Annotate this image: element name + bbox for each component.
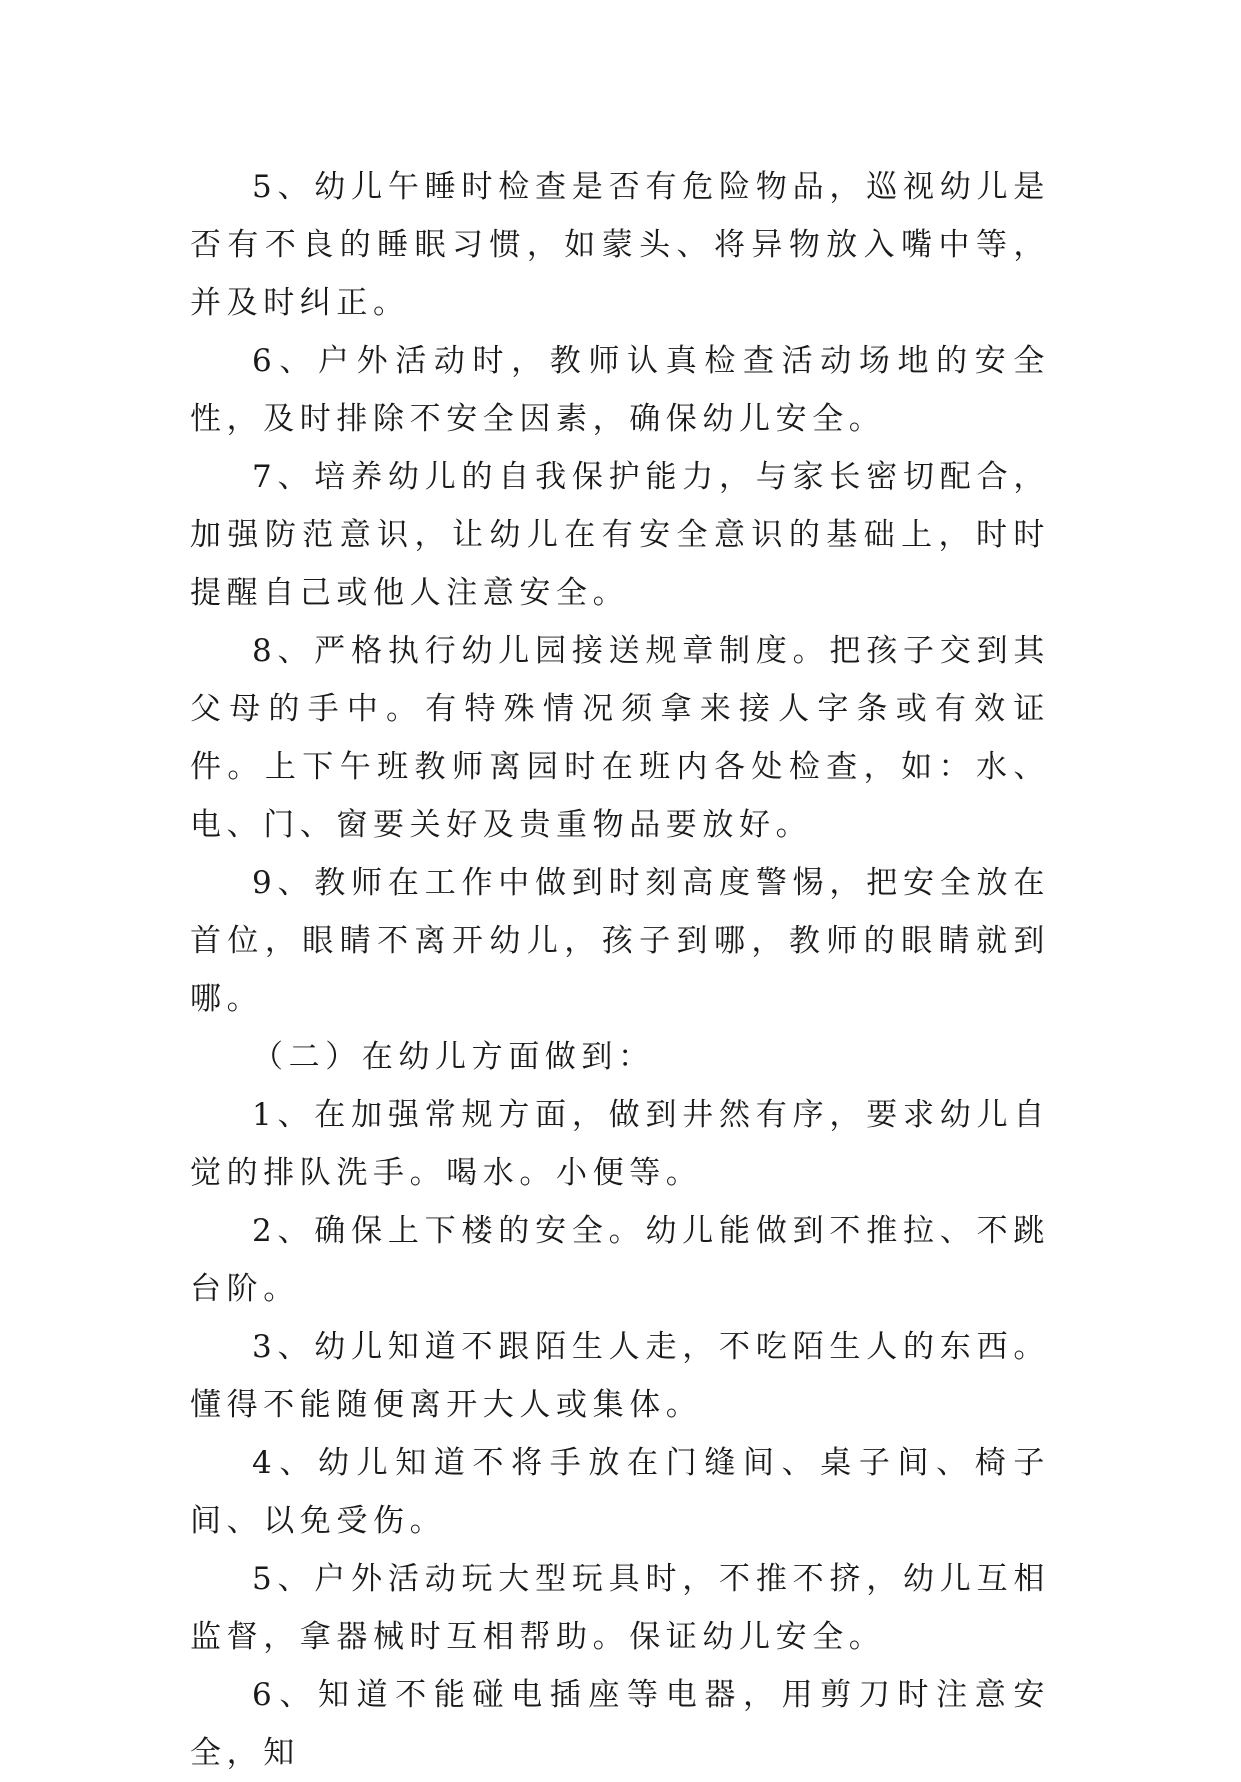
paragraph-outdoor-play: 5、户外活动玩大型玩具时，不推不挤，幼儿互相监督，拿器械时互相帮助。保证幼儿安全。 xyxy=(190,1561,1050,1655)
paragraph-nap-check: 5、幼儿午睡时检查是否有危险物品，巡视幼儿是否有不良的睡眠习惯，如蒙头、将异物放入嘴中等，并及时纠正。 xyxy=(190,169,1050,321)
paragraph-self-protection: 7、培养幼儿的自我保护能力，与家长密切配合，加强防范意识，让幼儿在有安全意识的基础上，时时提醒自己或他人注意安全。 xyxy=(190,459,1050,611)
paragraph-teacher-vigilance: 9、教师在工作中做到时刻高度警惕，把安全放在首位，眼睛不离开幼儿，孩子到哪，教师的眼睛就到哪。 xyxy=(190,865,1050,1017)
section-heading-children: （二）在幼儿方面做到： xyxy=(252,1039,655,1075)
paragraph-stairs-safety: 2、确保上下楼的安全。幼儿能做到不推拉、不跳台阶。 xyxy=(190,1213,1050,1307)
paragraph-hand-injury: 4、幼儿知道不将手放在门缝间、桌子间、椅子间、以免受伤。 xyxy=(190,1445,1050,1539)
paragraph-strangers: 3、幼儿知道不跟陌生人走，不吃陌生人的东西。懂得不能随便离开大人或集体。 xyxy=(190,1329,1050,1423)
paragraph-pickup-rules: 8、严格执行幼儿园接送规章制度。把孩子交到其父母的手中。有特殊情况须拿来接人字条或有效证件。上下午班教师离园时在班内各处检查，如：水、电、门、窗要关好及贵重物品要放好。 xyxy=(190,633,1050,843)
paragraph-electrical-safety: 6、知道不能碰电插座等电器，用剪刀时注意安全，知 xyxy=(190,1677,1050,1771)
document-body xyxy=(190,158,1050,1782)
paragraph-routine-order: 1、在加强常规方面，做到井然有序，要求幼儿自觉的排队洗手。喝水。小便等。 xyxy=(190,1097,1050,1191)
paragraph-outdoor-site-check: 6、户外活动时，教师认真检查活动场地的安全性，及时排除不安全因素，确保幼儿安全。 xyxy=(190,343,1050,437)
